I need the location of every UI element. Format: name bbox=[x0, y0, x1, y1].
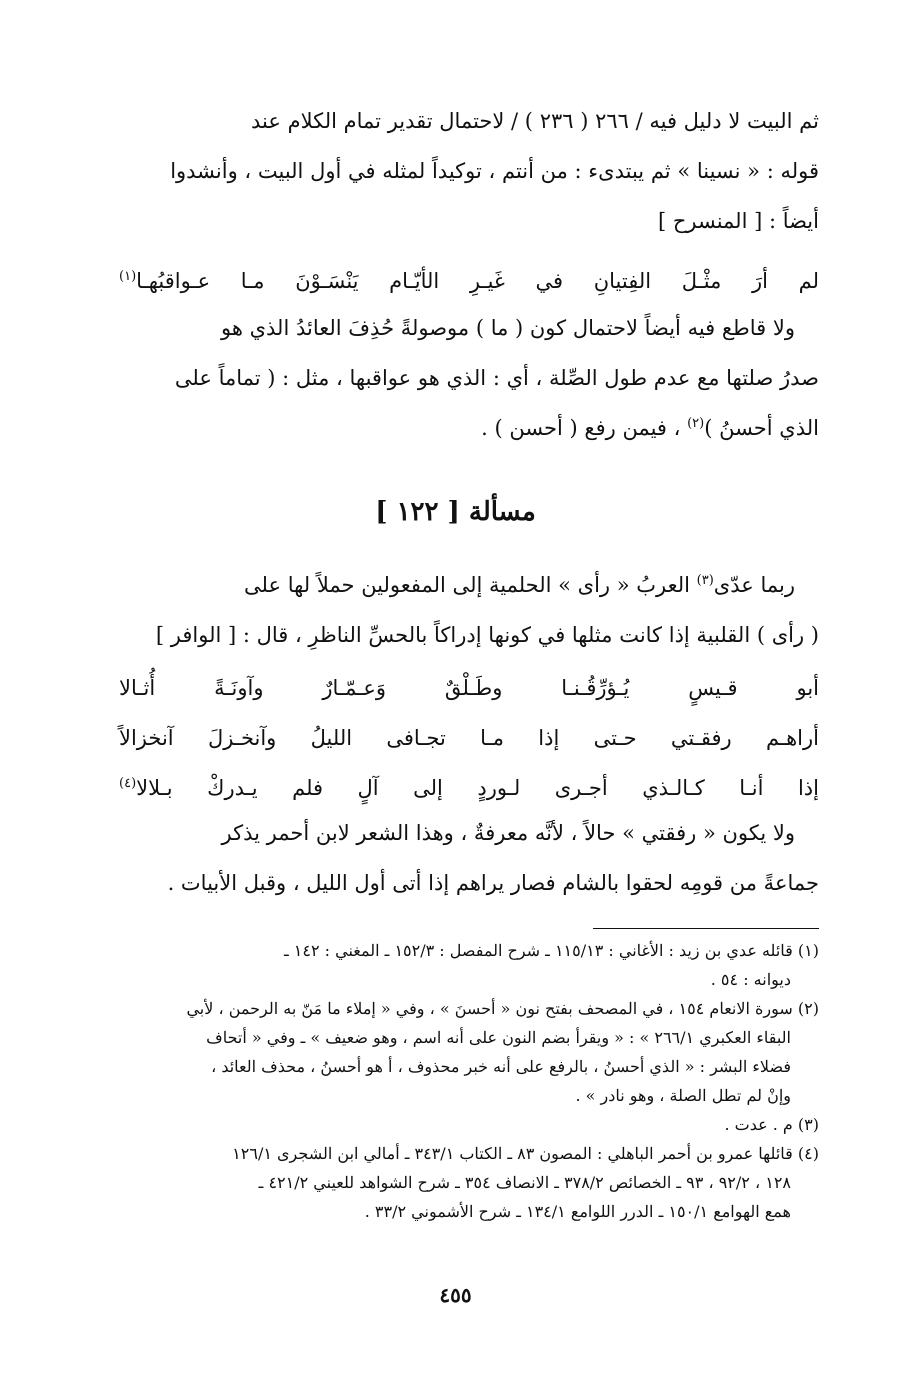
verse-2-line-3 bbox=[119, 763, 819, 813]
paragraph-4-line-2: جماعةً من قومِه لحقوا بالشام فصار يراهم إذا أتى أول الليل ، وقبل الأبيات . bbox=[167, 871, 819, 895]
verse-2-line-1: أبو قـيسٍ يُـؤرِّقُـنـا وطَـلْقٌ وَعـمّـارٌ وآونَـةً أُثـالا bbox=[119, 676, 819, 700]
footnote-4-line-2: ١٢٨ ، ٩٢/٢ ، ٩٣ ـ الخصائص ٣٧٨/٢ ـ الانصاف ٣٥٤ ـ شرح الشواهد للعيني ٤٢١/٢ ـ bbox=[258, 1173, 791, 1192]
footnote-2 bbox=[119, 994, 819, 1110]
footnote-2-line-4: وإنْ لم تطل الصلة ، وهو نادر » . bbox=[575, 1086, 791, 1105]
paragraph-3 bbox=[119, 560, 819, 660]
paragraph-2 bbox=[119, 303, 819, 453]
verse-2-line-3-text: إذا أنـا كـالـذي أجـرى لـوردٍ إلى آلٍ فلم يـدركْ بـلالا bbox=[136, 776, 819, 800]
footnote-3-line-1: م . عدت . bbox=[724, 1115, 793, 1134]
paragraph-1 bbox=[119, 96, 819, 246]
footnote-1-line-2: ديوانه : ٥٤ . bbox=[710, 970, 791, 989]
footnote-marker-1: (١) bbox=[119, 269, 137, 284]
paragraph-3-line-2: ( رأى ) القلبية إذا كانت مثلها في كونها إدراكاً بالحسِّ الناظرِ ، قال : [ الوافر ] bbox=[155, 623, 819, 647]
footnote-separator bbox=[593, 928, 819, 929]
footnote-1-line-1: قائله عدي بن زيد : الأغاني : ١١٥/١٣ ـ شرح المفصل : ١٥٢/٣ ـ المغني : ١٤٢ ـ bbox=[284, 941, 793, 960]
footnotes bbox=[119, 936, 819, 1226]
footnote-marker-3: (٣) bbox=[696, 573, 714, 588]
footnote-marker-2: (٢) bbox=[687, 416, 705, 431]
footnote-2-line-1: سورة الانعام ١٥٤ ، في المصحف بفتح نون « أحسنَ » ، وفي « إملاء ما مَنّ به الرحمن ، لأبي bbox=[186, 999, 793, 1018]
page-number: ٤٥٥ bbox=[439, 1283, 472, 1307]
footnote-marker-4: (٤) bbox=[119, 776, 137, 791]
footnote-3-number: (٣) bbox=[797, 1115, 819, 1134]
verse-2 bbox=[119, 663, 819, 813]
paragraph-2-line-3 bbox=[119, 403, 819, 453]
paragraph-3-line-1-end: العربُ « رأى » الحلمية إلى المفعولين حملاً لها على bbox=[244, 573, 697, 597]
paragraph-3-line-1-start: ربما عدّى bbox=[713, 573, 795, 597]
footnote-2-number: (٢) bbox=[797, 999, 819, 1018]
paragraph-3-line-1 bbox=[119, 560, 819, 610]
paragraph-4-line-1: ولا يكون « رفقتي » حالاً ، لأنَّه معرفةٌ ، وهذا الشعر لابن أحمر يذكر bbox=[221, 821, 795, 845]
paragraph-1-line-2: قوله : « نسينا » ثم يبتدىء : من أنتم ، توكيداً لمثله في أول البيت ، وأنشدوا bbox=[170, 159, 819, 183]
footnote-3 bbox=[119, 1110, 819, 1139]
footnote-2-line-2: البقاء العكبري ٢٦٦/١ » : « ويقرأ بضم النون على أنه اسم ، وهو ضعيف » ـ وفي « أتحاف bbox=[206, 1028, 791, 1047]
footnote-1 bbox=[119, 936, 819, 994]
verse-1 bbox=[119, 259, 819, 303]
footnote-1-number: (١) bbox=[797, 941, 819, 960]
paragraph-1-line-3: أيضاً : [ المنسرح ] bbox=[657, 209, 819, 233]
verse-2-line-2: أراهـم رفقـتي حـتى إذا مـا تجـافى الليلُ وآنخـزلَ آنخزالاً bbox=[119, 726, 819, 750]
paragraph-2-line-3-start: الذي أحسنُ ) bbox=[704, 416, 819, 440]
section-heading: مسألة [ ١٢٢ ] bbox=[375, 497, 536, 527]
footnote-4-line-1: قائلها عمرو بن أحمر الباهلي : المصون ٨٣ ـ الكتاب ٣٤٣/١ ـ أمالي ابن الشجرى ١٢٦/١ bbox=[232, 1144, 793, 1163]
footnote-4-line-3: همع الهوامع ١٥٠/١ ـ الدرر اللوامع ١٣٤/١ ـ شرح الأشموني ٣٣/٢ . bbox=[364, 1202, 791, 1221]
paragraph-4 bbox=[119, 808, 819, 908]
paragraph-2-line-1: ولا قاطع فيه أيضاً لاحتمال كون ( ما ) موصولةً حُذِفَ العائدُ الذي هو bbox=[221, 316, 795, 340]
verse-1-text: لم أرَ مثْـلَ الفِتيانِ في غَيـرِ الأيّـام يَنْسَـوْنَ مـا عـواقبُهـا bbox=[136, 269, 819, 293]
footnote-4-number: (٤) bbox=[797, 1144, 819, 1163]
paragraph-2-line-3-end: ، فيمن رفع ( أحسن ) . bbox=[481, 416, 688, 440]
paragraph-2-line-2: صدرُ صلتها مع عدم طول الصِّلة ، أي : الذي هو عواقبها ، مثل : ( تماماً على bbox=[174, 366, 819, 390]
footnote-2-line-3: فضلاء البشر : « الذي أحسنُ ، بالرفع على أنه خبر محذوف ، أ هو أحسنُ ، محذف العائد ، bbox=[211, 1057, 791, 1076]
footnote-4 bbox=[119, 1139, 819, 1226]
paragraph-1-line-1: ثم البيت لا دليل فيه / ٢٦٦ ( ٢٣٦ ) / لاحتمال تقدير تمام الكلام عند bbox=[251, 109, 819, 133]
